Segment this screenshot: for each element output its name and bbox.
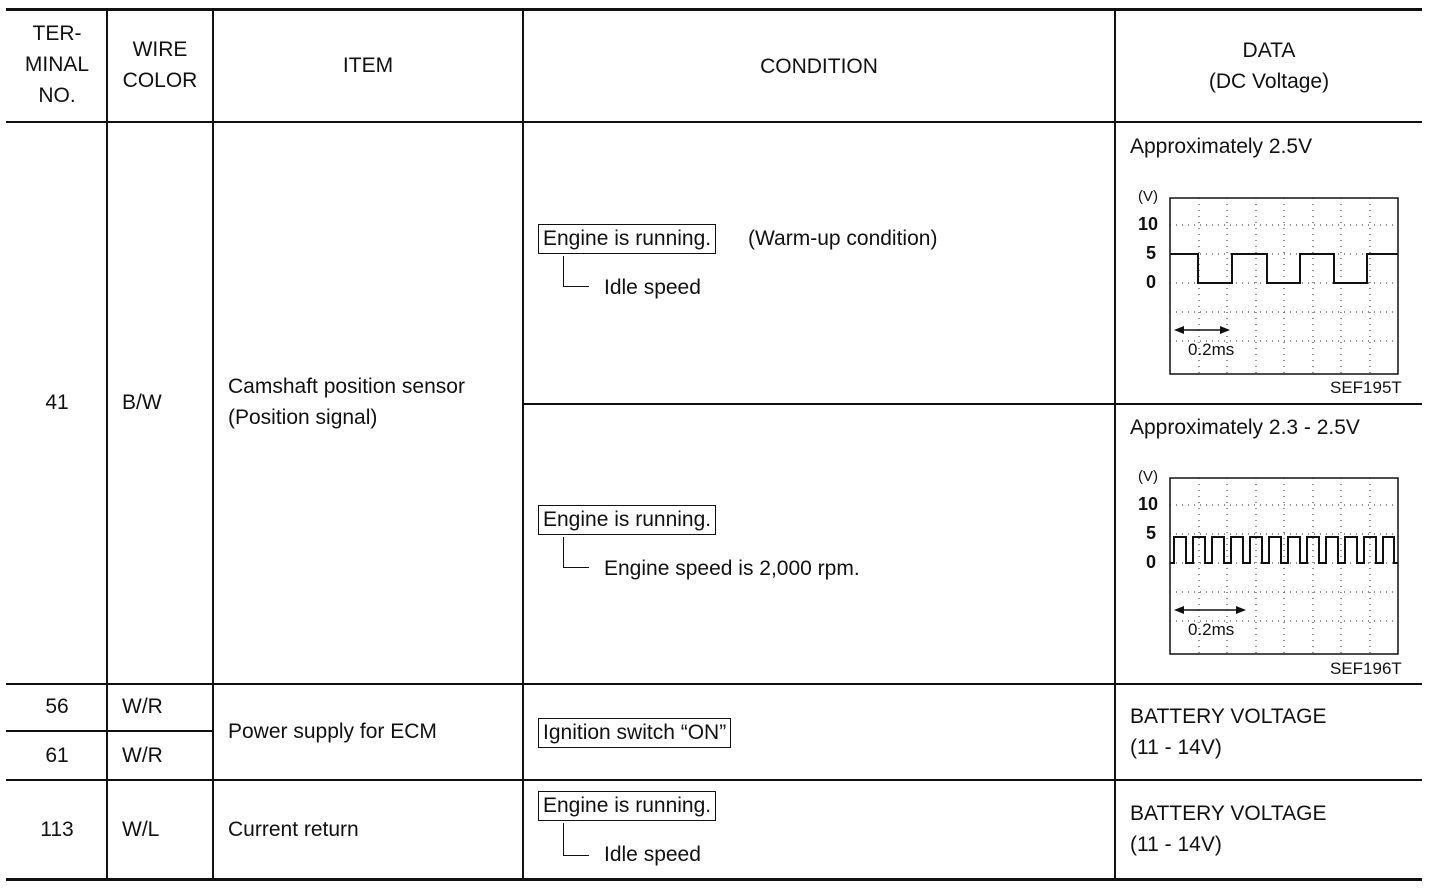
header-rule xyxy=(6,121,1422,123)
condition-41b-box: Engine is running. xyxy=(538,505,716,535)
data-power-line2: (11 - 14V) xyxy=(1130,736,1222,759)
terminal-56: 56 xyxy=(45,695,69,718)
waveform-idle-tick-5: 5 xyxy=(1146,243,1157,263)
header-condition: CONDITION xyxy=(760,55,878,78)
item-41-line2: (Position signal) xyxy=(228,406,378,429)
table-top-rule xyxy=(6,8,1422,11)
wire-113: W/L xyxy=(122,818,160,841)
condition-113-box: Engine is running. xyxy=(538,791,716,821)
power-bottom-rule xyxy=(6,779,1422,781)
data-41b-text: Approximately 2.3 - 2.5V xyxy=(1130,416,1360,439)
condition-41a-sub: Idle speed xyxy=(604,276,701,299)
condition-41a-box: Engine is running. xyxy=(538,224,716,254)
item-current-return: Current return xyxy=(228,818,359,841)
header-data-line2: (DC Voltage) xyxy=(1208,70,1330,93)
waveform-idle-tick-0: 0 xyxy=(1146,272,1157,292)
condition-113-sub: Idle speed xyxy=(604,843,701,866)
waveform-2000rpm-unit: (V) xyxy=(1138,468,1158,485)
condition-41b-branch xyxy=(563,537,589,568)
header-terminal-no xyxy=(8,18,106,111)
waveform-2000rpm-time: 0.2ms xyxy=(1188,620,1235,639)
condition-41a-branch xyxy=(563,256,589,287)
header-terminal-line2: MINAL xyxy=(24,53,90,76)
row56-61-split-rule xyxy=(6,730,213,732)
col-rule-4 xyxy=(1114,10,1116,880)
condition-41a-extra: (Warm-up condition) xyxy=(748,227,938,250)
data-power xyxy=(1130,701,1326,763)
data-113-line1: BATTERY VOLTAGE xyxy=(1130,802,1327,825)
header-item: ITEM xyxy=(342,54,394,77)
waveform-2000rpm xyxy=(1128,464,1408,664)
item-41 xyxy=(228,371,465,433)
item-41-line1: Camshaft position sensor xyxy=(228,375,465,398)
waveform-idle xyxy=(1128,184,1408,384)
data-power-line1: BATTERY VOLTAGE xyxy=(1130,705,1327,728)
header-wire-color xyxy=(108,34,212,96)
waveform-2000rpm-tick-10: 10 xyxy=(1138,494,1159,514)
table-bottom-rule xyxy=(6,878,1422,881)
header-wire-line1: WIRE xyxy=(132,38,188,61)
header-data-line1: DATA xyxy=(1242,39,1296,62)
waveform-idle-tick-10: 10 xyxy=(1138,214,1159,234)
col-rule-3 xyxy=(522,10,524,880)
col-rule-2 xyxy=(212,10,214,880)
header-terminal-line1: TER- xyxy=(32,22,82,45)
figure-code-sef196t: SEF196T xyxy=(1330,659,1402,678)
header-wire-line2: COLOR xyxy=(122,69,198,92)
waveform-idle-unit: (V) xyxy=(1138,188,1158,205)
terminal-41: 41 xyxy=(45,391,69,414)
item-power-supply: Power supply for ECM xyxy=(228,720,437,743)
wire-61: W/R xyxy=(122,744,163,767)
condition-41b-sub: Engine speed is 2,000 rpm. xyxy=(604,557,860,580)
wire-41: B/W xyxy=(122,391,162,414)
header-terminal-line3: NO. xyxy=(38,84,76,107)
row41-bottom-rule xyxy=(6,683,1422,685)
condition-113-branch xyxy=(563,823,589,856)
data-113 xyxy=(1130,798,1326,860)
terminal-113: 113 xyxy=(40,818,74,841)
waveform-2000rpm-tick-0: 0 xyxy=(1146,552,1157,572)
data-41a-text: Approximately 2.5V xyxy=(1130,135,1313,158)
col-rule-1 xyxy=(106,10,108,880)
header-data xyxy=(1116,35,1422,97)
terminal-61: 61 xyxy=(45,744,69,767)
figure-code-sef195t: SEF195T xyxy=(1330,378,1402,397)
waveform-idle-time: 0.2ms xyxy=(1188,340,1235,359)
data-113-line2: (11 - 14V) xyxy=(1130,833,1222,856)
waveform-2000rpm-tick-5: 5 xyxy=(1146,523,1157,543)
wire-56: W/R xyxy=(122,695,163,718)
row41-split-rule xyxy=(523,403,1422,405)
condition-power-box: Ignition switch “ON” xyxy=(538,718,731,748)
